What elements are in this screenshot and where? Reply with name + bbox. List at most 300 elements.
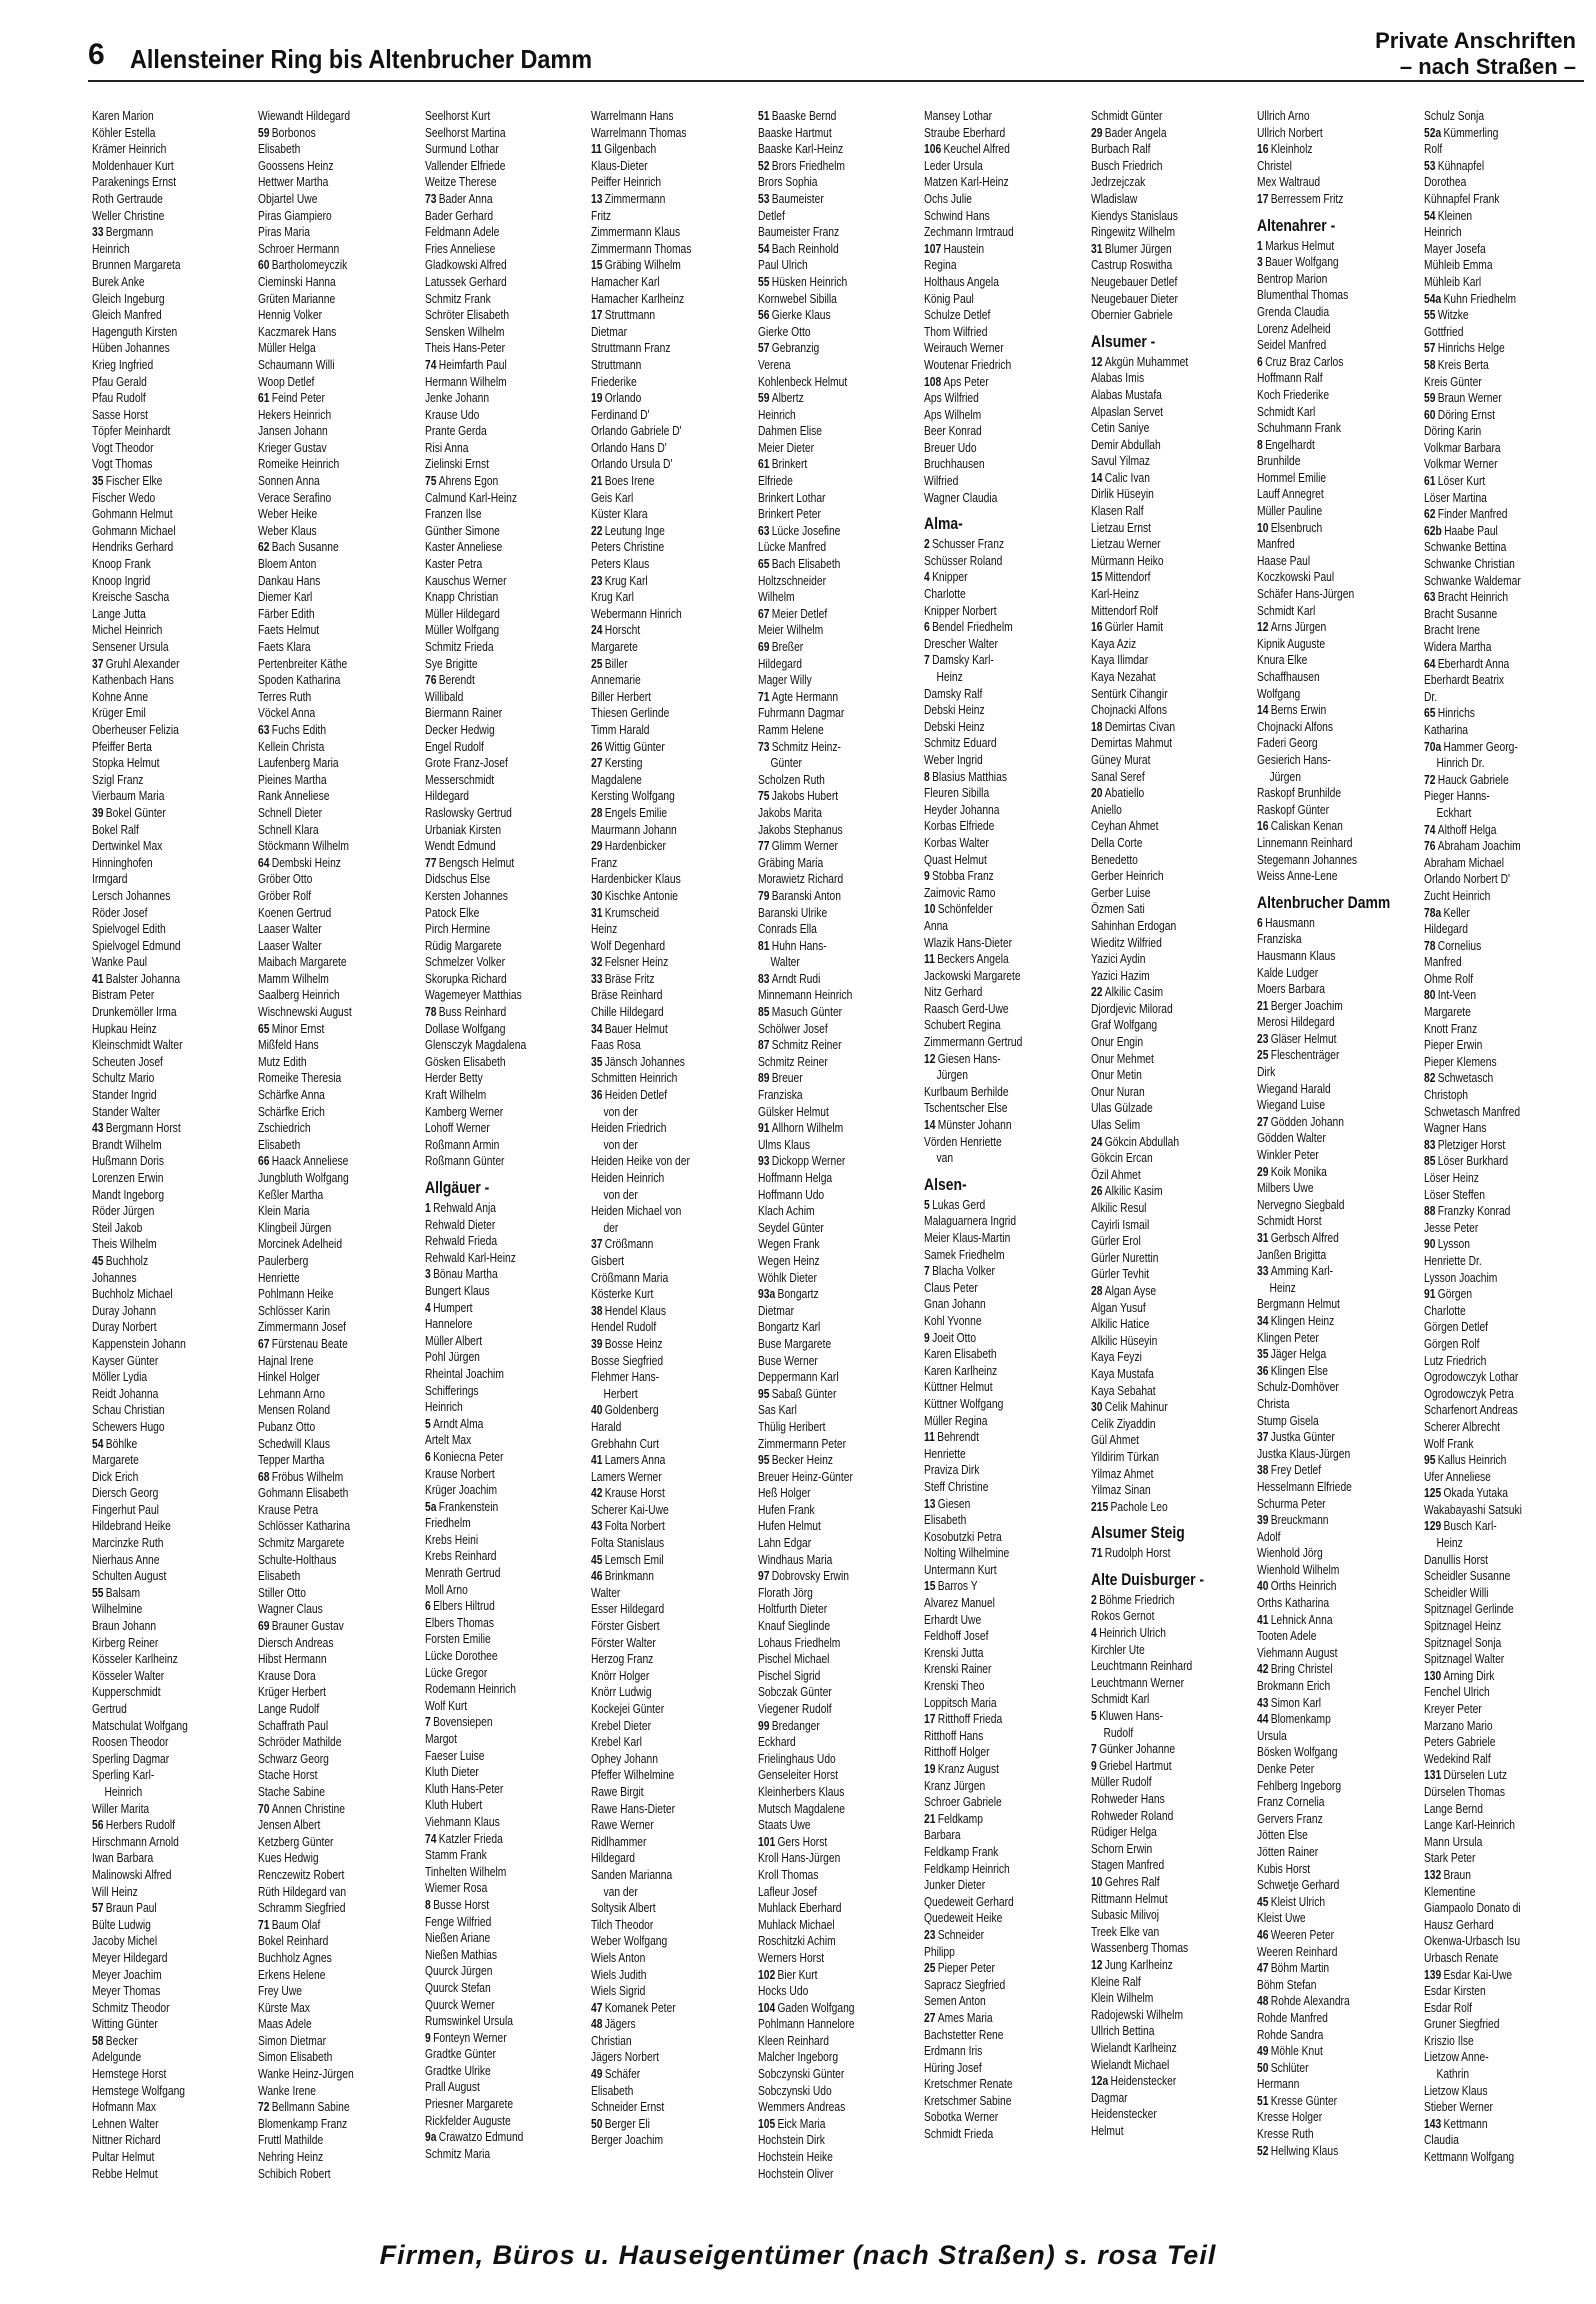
resident-entry: Iwan Barbara (92, 1850, 154, 1866)
resident-entry: Christa (1257, 1395, 1290, 1411)
resident-entry: Rawe Werner (591, 1817, 654, 1833)
resident-entry: 4 Knipper (924, 569, 968, 585)
resident-entry: 39 Bosse Heinz (591, 1335, 663, 1351)
resident-entry: Peters Gabriele (1424, 1734, 1496, 1750)
resident-entry: Kösseler Karlheinz (92, 1651, 178, 1667)
resident-entry: Aps Wilfried (924, 390, 979, 406)
resident-entry: Malaguarnera Ingrid (924, 1213, 1017, 1229)
resident-entry: Kleinherbers Klaus (758, 1783, 845, 1799)
resident-entry: Nießen Ariane (425, 1930, 491, 1946)
resident-entry: Alabas Mustafa (1091, 386, 1162, 402)
resident-entry: Detlef (758, 207, 785, 223)
resident-entry: Schewers Hugo (92, 1418, 165, 1434)
resident-entry: 10 Gehres Ralf (1091, 1873, 1160, 1889)
resident-entry: Wienhold Wilhelm (1257, 1561, 1340, 1577)
resident-entry: 63 Bracht Heinrich (1424, 589, 1509, 605)
resident-entry: Elisabeth (258, 141, 301, 157)
resident-entry: Kresse Holger (1257, 2109, 1323, 2125)
resident-entry: Heiden Heinrich (591, 1170, 665, 1185)
resident-entry: Heiden Heike von der (591, 1153, 690, 1169)
resident-entry: Krebel Karl (591, 1734, 642, 1750)
resident-entry: Straube Eberhard (924, 124, 1006, 140)
resident-entry: Gleich Ingeburg (92, 290, 165, 306)
resident-entry: Schmitz Eduard (924, 735, 997, 751)
resident-entry: Kleist Uwe (1257, 1910, 1306, 1926)
resident-entry: 11 Beckers Angela (924, 951, 1009, 967)
resident-entry: Fries Anneliese (425, 240, 496, 256)
resident-entry: Roosen Theodor (92, 1734, 169, 1750)
resident-entry: Maibach Margarete (258, 954, 347, 970)
resident-entry: Pieines Martha (258, 771, 327, 787)
resident-entry: Erkens Helene (258, 1966, 326, 1982)
resident-entry: Meyer Thomas (92, 1983, 161, 1999)
resident-entry: Peters Christine (591, 539, 665, 555)
resident-entry: 20 Abatiello (1091, 785, 1145, 801)
resident-entry: Krause Udo (425, 406, 480, 422)
resident-entry: 12 Arns Jürgen (1257, 619, 1327, 635)
resident-entry: Yilmaz Ahmet (1091, 1465, 1154, 1481)
resident-entry: Drescher Walter (924, 635, 998, 651)
resident-entry: 24 Horscht (591, 622, 641, 638)
resident-entry: 73 Schmitz Heinz- (758, 738, 841, 754)
resident-entry: 23 Krug Karl (591, 572, 648, 588)
street-heading: Altenbrucher Damm (1257, 892, 1391, 912)
resident-entry: Wolfgang (1257, 685, 1301, 701)
resident-entry: Röder Josef (92, 904, 148, 920)
resident-entry: Kleinschmidt Walter (92, 1037, 183, 1053)
resident-entry: Stark Peter (1424, 1850, 1476, 1866)
resident-entry: Pultar Helmut (92, 2149, 155, 2165)
resident-entry: Krenski Rainer (924, 1661, 992, 1677)
resident-entry: Florath Jörg (758, 1584, 813, 1600)
resident-entry: Seelhorst Kurt (425, 108, 491, 123)
resident-entry: Schwetje Gerhard (1257, 1877, 1340, 1893)
resident-entry: Brokmann Erich (1257, 1678, 1331, 1694)
resident-entry: Lietzow Anne- (1424, 2049, 1489, 2065)
resident-entry: 67 Fürstenau Beate (258, 1335, 348, 1351)
resident-entry: Wiemer Rosa (425, 1880, 488, 1896)
resident-entry: Manfred (1424, 954, 1462, 970)
resident-entry: von der (603, 1186, 638, 1202)
resident-entry: 80 Int-Veen (1424, 987, 1477, 1003)
resident-entry: 23 Gläser Helmut (1257, 1030, 1337, 1046)
resident-entry: Hermann Wilhelm (425, 373, 507, 389)
resident-entry: Schnell Dieter (258, 804, 323, 820)
resident-entry: Kriszio Ilse (1424, 2032, 1474, 2048)
resident-entry: Lücke Gregor (425, 1664, 488, 1680)
resident-entry: Duray Norbert (92, 1319, 157, 1335)
resident-entry: Goossens Heinz (258, 157, 334, 173)
resident-entry: 49 Schäfer (591, 2066, 641, 2082)
resident-entry: Pieper Klemens (1424, 1053, 1497, 1069)
resident-entry: Pfeffer Wilhelmine (591, 1767, 675, 1783)
resident-entry: 36 Klingen Else (1257, 1362, 1328, 1378)
resident-entry: 30 Celik Mahinur (1091, 1399, 1168, 1415)
resident-entry: Demir Abdullah (1091, 436, 1161, 452)
resident-entry: 41 Lehnick Anna (1257, 1611, 1333, 1627)
resident-entry: Sobczynski Udo (758, 2082, 832, 2098)
resident-entry: 71 Baum Olaf (258, 1916, 321, 1932)
resident-entry: Baaske Karl-Heinz (758, 141, 844, 157)
resident-entry: Ulas Gülzade (1091, 1100, 1153, 1116)
resident-entry: Priesner Margarete (425, 2096, 514, 2112)
resident-entry: 13 Zimmermann (591, 190, 666, 206)
resident-entry: Stieber Werner (1424, 2099, 1493, 2115)
resident-entry: Gervers Franz (1257, 1810, 1323, 1826)
resident-entry: 14 Münster Johann (924, 1117, 1012, 1133)
resident-entry: Tschentscher Else (924, 1100, 1008, 1116)
resident-entry: Knoop Ingrid (92, 572, 151, 588)
resident-entry: Henriette Dr. (1424, 1252, 1482, 1268)
resident-entry: Knörr Ludwig (591, 1684, 652, 1700)
resident-entry: Subasic Milivoj (1091, 1907, 1160, 1923)
resident-entry: Müller Hildegard (425, 605, 500, 621)
resident-entry: 62 Bach Susanne (258, 539, 339, 555)
resident-entry: Klasen Ralf (1091, 503, 1144, 519)
resident-entry: Romeike Heinrich (258, 456, 340, 472)
resident-entry: 28 Algan Ayse (1091, 1282, 1157, 1298)
resident-entry: Schultz Mario (92, 1070, 155, 1086)
resident-entry: Jürgen (1269, 768, 1301, 784)
resident-entry: Semen Anton (924, 1993, 986, 2009)
resident-entry: Scherer Kai-Uwe (591, 1501, 669, 1517)
resident-entry: Mühleib Karl (1424, 273, 1482, 289)
resident-entry: Magdalene (591, 771, 642, 787)
resident-entry: Prante Gerda (425, 423, 487, 439)
resident-entry: Schmidt Karl (1091, 1691, 1150, 1707)
resident-entry: 58 Kreis Berta (1424, 356, 1489, 372)
resident-entry: Schorn Erwin (1091, 1840, 1153, 1856)
resident-entry: 55 Balsam (92, 1584, 141, 1600)
resident-entry: Simon Elisabeth (258, 2049, 333, 2065)
resident-entry: 15 Gräbing Wilhelm (591, 257, 681, 273)
resident-entry: Lysson Joachim (1424, 1269, 1498, 1285)
resident-entry: 35 Fischer Elke (92, 473, 163, 489)
resident-entry: Gladkowski Alfred (425, 257, 507, 273)
resident-entry: Ochs Julie (924, 190, 973, 206)
resident-entry: Eckhard (758, 1734, 796, 1750)
resident-entry: 131 Dürselen Lutz (1424, 1767, 1507, 1783)
resident-entry: Bokel Ralf (92, 821, 139, 837)
resident-entry: Maas Adele (258, 2016, 312, 2032)
resident-entry: 17 Ritthoff Frieda (924, 1711, 1003, 1727)
footer-note: Firmen, Büros u. Hauseigentümer (nach Straßen) s. rosa Teil (379, 2240, 1217, 2270)
resident-entry: 33 Bergmann (92, 224, 154, 240)
resident-entry: 36 Heiden Detlef (591, 1087, 668, 1103)
resident-entry: 16 Kleinholz (1257, 141, 1313, 157)
resident-entry: Sentürk Cihangir (1091, 685, 1168, 701)
resident-entry: Gleich Manfred (92, 307, 162, 323)
resident-entry: Franz (591, 854, 618, 870)
resident-entry: Raasch Gerd-Uwe (924, 1000, 1009, 1016)
resident-entry: Rüdig Margarete (425, 937, 502, 953)
resident-entry: 25 Fleschenträger (1257, 1047, 1340, 1063)
resident-entry: Kathrin (1436, 2066, 1470, 2082)
column-2 (258, 108, 416, 2238)
resident-entry: Johannes (92, 1269, 137, 1285)
resident-entry: Stagen Manfred (1091, 1857, 1165, 1873)
resident-entry: Maurmann Johann (591, 821, 677, 837)
resident-entry: 43 Folta Norbert (591, 1518, 665, 1534)
resident-entry: Lafleur Josef (758, 1883, 817, 1899)
resident-entry: Kathenbach Hans (92, 672, 174, 688)
resident-entry: Nehring Heinz (258, 2149, 324, 2165)
street-heading: Alsumer - (1091, 331, 1156, 351)
resident-entry: Wielandt Michael (1091, 2056, 1170, 2072)
resident-entry: Roßmann Armin (425, 1136, 500, 1152)
resident-entry: 74 Katzler Frieda (425, 1830, 503, 1846)
resident-entry: Scheidler Susanne (1424, 1568, 1511, 1584)
resident-entry: 57 Hinrichs Helge (1424, 340, 1505, 356)
resident-entry: 63 Fuchs Edith (258, 721, 327, 737)
resident-entry: Schneider Ernst (591, 2099, 665, 2115)
resident-entry: Biermann Rainer (425, 705, 503, 721)
resident-entry: Knörr Holger (591, 1667, 650, 1683)
resident-entry: 62 Finder Manfred (1424, 506, 1508, 522)
resident-entry: 6 Hausmann (1257, 914, 1315, 930)
resident-entry: Hirschmann Arnold (92, 1833, 179, 1849)
resident-entry: Fischer Wedo (92, 489, 156, 505)
resident-entry: Eckhart (1436, 804, 1472, 820)
resident-entry: 29 Bader Angela (1091, 124, 1167, 140)
resident-entry: Krüger Emil (92, 705, 146, 721)
resident-entry: Radojewski Wilhelm (1091, 2006, 1184, 2022)
resident-entry: 6 Koniecna Peter (425, 1448, 504, 1464)
resident-entry: Krebs Reinhard (425, 1548, 497, 1564)
resident-entry: Küttner Helmut (924, 1379, 993, 1395)
resident-entry: Warrelmann Thomas (591, 124, 687, 140)
resident-entry: 22 Leutung Inge (591, 522, 665, 538)
resident-entry: Herzog Franz (591, 1651, 654, 1667)
resident-entry: Wiels Sigrid (591, 1983, 646, 1999)
resident-entry: Engel Rudolf (425, 738, 484, 754)
resident-entry: Moers Barbara (1257, 981, 1326, 997)
address-columns (92, 108, 1582, 2238)
resident-entry: Folta Stanislaus (591, 1535, 665, 1551)
resident-entry: Bergmann Helmut (1257, 1296, 1340, 1312)
resident-entry: Krause Norbert (425, 1465, 495, 1481)
resident-entry: Kaya Sebahat (1091, 1382, 1156, 1398)
resident-entry: Hendel Rudolf (591, 1319, 657, 1335)
resident-entry: Lohaus Friedhelm (758, 1634, 841, 1650)
resident-entry: Hildegard (1424, 921, 1469, 937)
resident-entry: Widera Martha (1424, 639, 1492, 654)
resident-entry: Walter (591, 1584, 621, 1600)
page-header (88, 28, 1588, 82)
resident-entry: Pischel Michael (758, 1651, 830, 1667)
resident-entry: Okenwa-Urbasch Isu (1424, 1933, 1521, 1949)
resident-entry: Yazici Aydin (1091, 951, 1146, 967)
resident-entry: Weirauch Werner (924, 340, 1004, 356)
resident-entry: Hoffmann Ralf (1257, 370, 1323, 386)
resident-entry: Volkmar Werner (1424, 456, 1498, 472)
resident-entry: 53 Kühnapfel (1424, 157, 1485, 173)
street-heading: Alma- (924, 514, 963, 534)
resident-entry: Ritthoff Hans (924, 1727, 984, 1743)
resident-entry: Sonnen Anna (258, 473, 320, 489)
resident-entry: Löser Heinz (1424, 1170, 1479, 1185)
resident-entry: Vogt Theodor (92, 439, 154, 455)
resident-entry: Pischel Sigrid (758, 1667, 821, 1683)
resident-entry: Haase Paul (1257, 552, 1311, 568)
resident-entry: Pirch Hermine (425, 921, 491, 937)
resident-entry: Warrelmann Hans (591, 108, 674, 123)
section-title (1375, 28, 1576, 80)
resident-entry: Marcinzke Ruth (92, 1535, 164, 1551)
resident-entry: 6 Bendel Friedhelm (924, 619, 1013, 635)
resident-entry: Hettwer Martha (258, 174, 329, 190)
resident-entry: Moll Arno (425, 1581, 468, 1597)
resident-entry: Alkilic Hatice (1091, 1316, 1150, 1332)
resident-entry: Webermann Hinrich (591, 605, 682, 621)
resident-entry: Schuhmann Frank (1257, 420, 1342, 436)
resident-entry: Biller Herbert (591, 688, 652, 704)
resident-entry: von der (603, 1136, 638, 1152)
resident-entry: 64 Dembski Heinz (258, 854, 341, 870)
resident-entry: Will Heinz (92, 1883, 138, 1899)
resident-entry: 65 Minor Ernst (258, 1020, 325, 1036)
resident-entry: 38 Frey Detlef (1257, 1462, 1322, 1478)
resident-entry: Moldenhauer Kurt (92, 157, 174, 173)
resident-entry: Hardenbicker Klaus (591, 871, 681, 887)
resident-entry: Wassenberg Thomas (1091, 1940, 1189, 1956)
resident-entry: Keßler Martha (258, 1186, 324, 1202)
resident-entry: 53 Baumeister (758, 190, 824, 206)
resident-entry: Urbasch Renate (1424, 1949, 1499, 1965)
resident-entry: Buse Margarete (758, 1335, 832, 1351)
resident-entry: 7 Günker Johanne (1091, 1741, 1176, 1757)
resident-entry: Bracht Irene (1424, 622, 1481, 638)
resident-entry: Meyer Joachim (92, 1966, 162, 1982)
resident-entry: Patock Elke (425, 904, 480, 920)
resident-entry: Eberhardt Beatrix (1424, 672, 1505, 688)
resident-entry: 2 Schusser Franz (924, 536, 1005, 552)
resident-entry: Ullrich Arno (1257, 108, 1310, 123)
resident-entry: Ufer Anneliese (1424, 1468, 1491, 1484)
resident-entry: Holtzschneider (758, 572, 827, 588)
resident-entry: Abraham Michael (1424, 854, 1505, 870)
resident-entry: Hoffmann Udo (758, 1186, 825, 1202)
resident-entry: Schulte-Holthaus (258, 1551, 337, 1567)
resident-entry: Küttner Wolfgang (924, 1395, 1004, 1411)
resident-entry: Chojnacki Alfons (1257, 718, 1334, 734)
resident-entry: Windhaus Maria (758, 1551, 833, 1567)
resident-entry: 29 Koik Monika (1257, 1163, 1327, 1179)
resident-entry: Klingen Peter (1257, 1329, 1319, 1345)
resident-entry: Roth Gertraude (92, 190, 163, 206)
resident-entry: 93 Dickopp Werner (758, 1153, 846, 1169)
resident-entry: Weber Klaus (258, 522, 317, 538)
resident-entry: Rumswinkel Ursula (425, 2013, 514, 2029)
resident-entry: Jackowski Margarete (924, 967, 1021, 983)
resident-entry: Scharfenort Andreas (1424, 1402, 1518, 1418)
resident-entry: Onur Metin (1091, 1067, 1142, 1083)
column-1 (92, 108, 250, 2238)
resident-entry: 26 Wittig Günter (591, 738, 665, 754)
resident-entry: Alpaslan Servet (1091, 403, 1164, 419)
resident-entry: Hufen Helmut (758, 1518, 821, 1534)
resident-entry: Regina (924, 257, 957, 273)
street-heading: Allgäuer - (425, 1178, 490, 1197)
resident-entry: Färber Edith (258, 605, 315, 621)
resident-entry: Faderi Georg (1257, 735, 1318, 751)
resident-entry: Kersten Johannes (425, 887, 508, 903)
resident-entry: Adelgunde (92, 2049, 142, 2065)
resident-entry: Schüsser Roland (924, 552, 1003, 568)
resident-entry: Elisabeth (258, 1568, 301, 1584)
resident-entry: Stander Ingrid (92, 1087, 157, 1103)
resident-entry: Gürler Erol (1091, 1233, 1141, 1249)
resident-entry: Kroll Thomas (758, 1866, 819, 1882)
resident-entry: Schmitz Frank (425, 290, 491, 306)
resident-entry: Tooten Adele (1257, 1628, 1317, 1644)
resident-entry: Meier Klaus-Martin (924, 1230, 1011, 1245)
resident-entry: Brandt Wilhelm (92, 1136, 162, 1152)
resident-entry: Jansen Johann (258, 423, 328, 439)
resident-entry: Verena (758, 356, 791, 372)
resident-entry: 132 Braun (1424, 1866, 1471, 1882)
resident-entry: Samek Friedhelm (924, 1246, 1005, 1262)
resident-entry: Schmitz Margarete (258, 1535, 345, 1551)
resident-entry: Elisabeth (258, 1136, 301, 1152)
resident-entry: 52a Kümmerling (1424, 124, 1499, 140)
resident-entry: Döring Karin (1424, 423, 1482, 439)
resident-entry: Celik Ziyaddin (1091, 1415, 1156, 1431)
resident-entry: Elfriede (758, 473, 793, 489)
resident-entry: 60 Bartholomeyczik (258, 257, 348, 273)
resident-entry: Kluth Hans-Peter (425, 1780, 504, 1796)
resident-entry: Schroer Gabriele (924, 1794, 1002, 1810)
resident-entry: 21 Boes Irene (591, 473, 655, 489)
street-heading: Alsumer Steig (1091, 1523, 1185, 1543)
resident-entry: Onur Nuran (1091, 1083, 1145, 1099)
resident-entry: Weber Wolfgang (591, 1933, 668, 1949)
resident-entry: 21 Berger Joachim (1257, 997, 1343, 1013)
resident-entry: Rudolf (1103, 1724, 1134, 1740)
resident-entry: Vöckel Anna (258, 705, 316, 721)
resident-entry: Zschiedrich (258, 1120, 311, 1136)
page-number: 6 (88, 38, 105, 71)
resident-entry: Wilfried (924, 473, 959, 489)
resident-entry: Ulas Selim (1091, 1117, 1141, 1133)
resident-entry: Kellein Christa (258, 738, 325, 754)
resident-entry: Dagmar (1091, 2089, 1128, 2105)
resident-entry: Rebbe Helmut (92, 2165, 158, 2181)
resident-entry: Gülsker Helmut (758, 1103, 829, 1119)
resident-entry: Bosse Siegfried (591, 1352, 664, 1368)
resident-entry: Danullis Horst (1424, 1551, 1489, 1567)
resident-entry: 52 Hellwing Klaus (1257, 2142, 1339, 2158)
resident-entry: Prall August (425, 2079, 480, 2095)
resident-entry: Manfred (1257, 536, 1295, 552)
resident-entry: Esdar Rolf (1424, 1999, 1473, 2015)
resident-entry: Woutenar Friedrich (924, 356, 1012, 372)
resident-entry: Pfau Gerald (92, 373, 147, 389)
resident-entry: Jakobs Marita (758, 804, 823, 820)
resident-entry: Charlotte (1424, 1302, 1466, 1318)
resident-entry: Spitznagel Gerlinde (1424, 1601, 1514, 1617)
resident-entry: Pertenbreiter Käthe (258, 655, 348, 671)
resident-entry: Messerschmidt (425, 771, 495, 787)
resident-entry: Geis Karl (591, 489, 634, 505)
resident-entry: Hennig Volker (258, 307, 323, 323)
resident-entry: Zechmann Irmtraud (924, 224, 1014, 240)
resident-entry: Pohlmann Heike (258, 1286, 334, 1302)
resident-entry: Röder Jürgen (92, 1203, 155, 1219)
resident-entry: Schlösser Karin (258, 1302, 331, 1318)
resident-entry: Henriette (924, 1445, 966, 1461)
resident-entry: Hildegard (591, 1850, 636, 1866)
